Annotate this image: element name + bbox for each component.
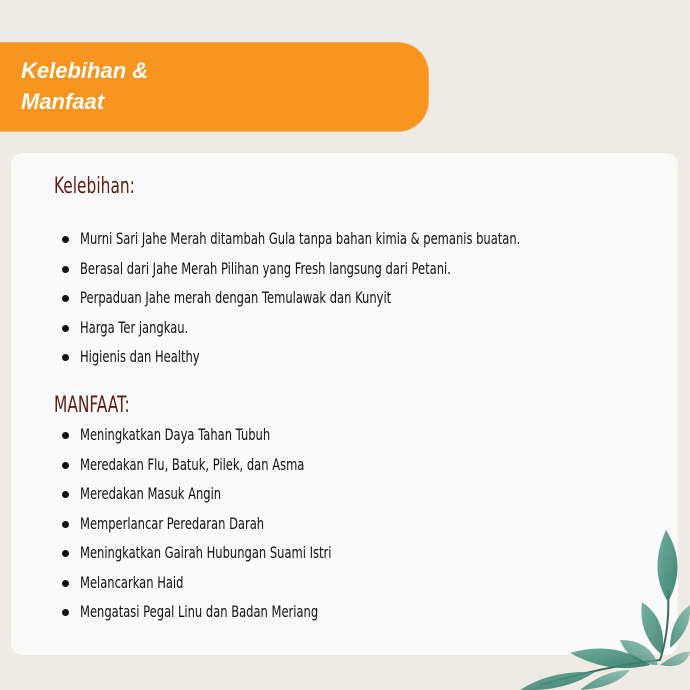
bullet-icon (62, 491, 69, 498)
bullet-icon (62, 432, 69, 439)
leaf-branch-icon (520, 520, 690, 690)
list-item: Meredakan Flu, Batuk, Pilek, dan Asma (62, 450, 429, 480)
bullet-icon (62, 295, 69, 302)
bullet-icon (62, 609, 69, 616)
bullet-icon (62, 325, 69, 332)
title-line-1: Kelebihan & (21, 58, 149, 83)
list-item: Perpaduan Jahe merah dengan Temulawak dan Kunyit (62, 283, 690, 313)
list-item: Harga Ter jangkau. (62, 313, 690, 343)
kelebihan-heading: Kelebihan: (54, 174, 135, 199)
list-item: Memperlancar Peredaran Darah (62, 509, 429, 539)
bullet-icon (62, 236, 69, 243)
bullet-icon (62, 462, 69, 469)
manfaat-heading: MANFAAT: (54, 393, 130, 418)
list-item: Meningkatkan Gairah Hubungan Suami Istri (62, 538, 429, 568)
title-banner (0, 43, 428, 131)
bullet-icon (62, 521, 69, 528)
list-item: Meredakan Masuk Angin (62, 479, 429, 509)
kelebihan-list (62, 224, 690, 372)
bullet-icon (62, 550, 69, 557)
list-item: Melancarkan Haid (62, 568, 429, 598)
bullet-icon (62, 580, 69, 587)
list-item: Murni Sari Jahe Merah ditambah Gula tanpa bahan kimia & pemanis buatan. (62, 224, 690, 254)
bullet-icon (62, 266, 69, 273)
list-item: Higienis dan Healthy (62, 342, 690, 372)
page-title (21, 55, 221, 117)
title-line-2: Manfaat (21, 89, 105, 114)
manfaat-list (62, 420, 429, 627)
list-item: Mengatasi Pegal Linu dan Badan Meriang (62, 597, 429, 627)
bullet-icon (62, 354, 69, 361)
list-item: Meningkatkan Daya Tahan Tubuh (62, 420, 429, 450)
list-item: Berasal dari Jahe Merah Pilihan yang Fresh langsung dari Petani. (62, 254, 690, 284)
